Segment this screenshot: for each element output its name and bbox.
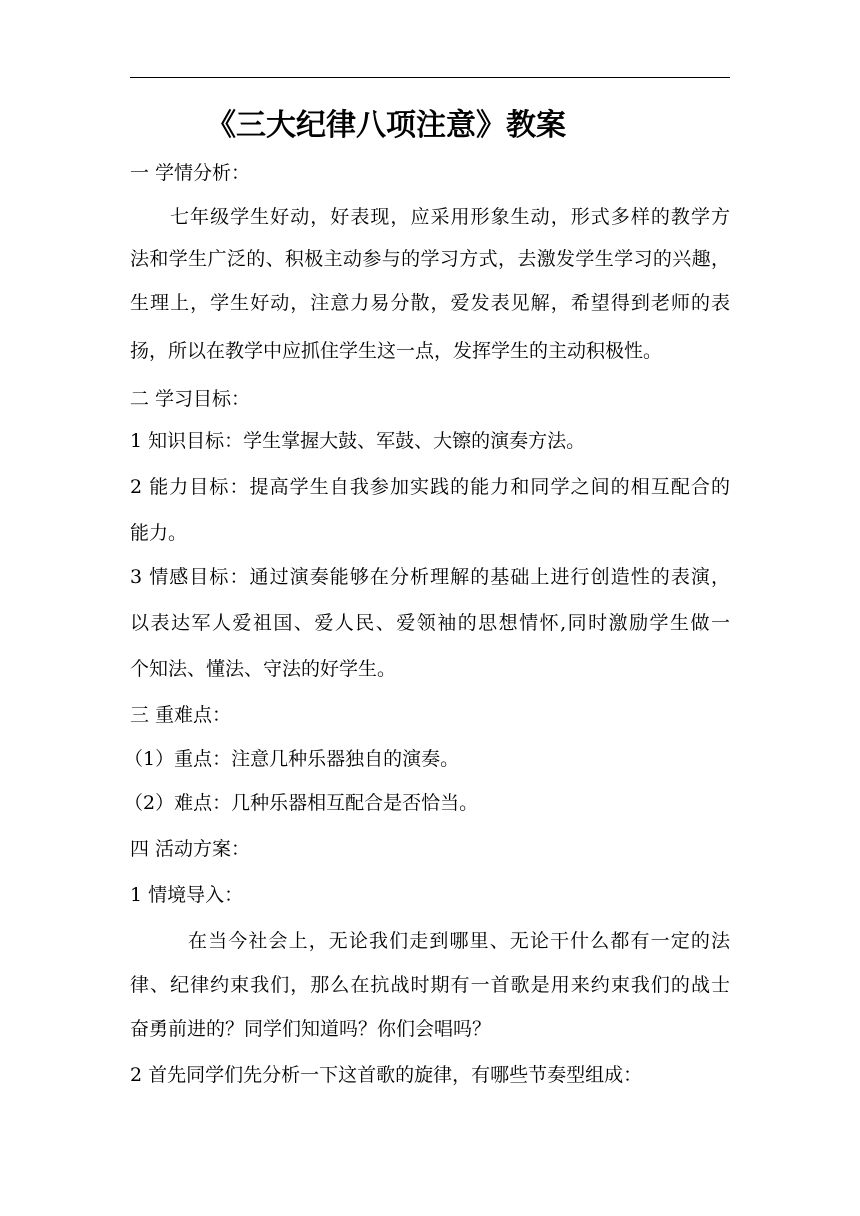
section-activity-plan (130, 834, 730, 864)
activity-item-intro (130, 880, 730, 910)
paragraph-line: 扬，所以在教学中应抓住学生这一点，发挥学生的主动积极性。 (130, 340, 663, 362)
section-learning-analysis (130, 158, 730, 188)
paragraph-line-block (130, 654, 730, 684)
list-item: （1）重点：注意几种乐器独自的演奏。 (124, 748, 460, 770)
list-item: 2 首先同学们先分析一下这首歌的旋律，有哪些节奏型组成： (130, 1064, 643, 1086)
key-point-item (124, 744, 724, 774)
paragraph-line: 七年级学生好动，好表现，应采用形象生动，形式多样的教学方 (170, 206, 730, 228)
list-item: （2）难点：几种乐器相互配合是否恰当。 (124, 792, 479, 814)
paragraph-line: 在当今社会上，无论我们走到哪里、无论干什么都有一定的法 (188, 930, 730, 952)
paragraph-line: 法和学生广泛的、积极主动参与的学习方式，去激发学生学习的兴趣， (130, 248, 730, 270)
goal-item-emotion (130, 562, 730, 592)
paragraph-line-block (130, 970, 730, 1000)
paragraph-line: 奋勇前进的？同学们知道吗？你们会唱吗？ (130, 1018, 492, 1040)
list-item: 1 知识目标：学生掌握大鼓、军鼓、大镲的演奏方法。 (130, 430, 586, 452)
paragraph-line: 生理上，学生好动，注意力易分散，爱发表见解，希望得到老师的表 (130, 292, 730, 314)
paragraph-line-block (130, 1014, 730, 1044)
paragraph-line-block (130, 608, 730, 638)
section-learning-goals (130, 384, 730, 414)
difficulty-item (124, 788, 724, 818)
paragraph-line: 律、纪律约束我们，那么在抗战时期有一首歌是用来约束我们的战士 (130, 974, 730, 996)
document-title: 《三大纪律八项注意》教案 (206, 108, 566, 143)
header-rule (130, 77, 730, 78)
paragraph-line-block (130, 244, 730, 274)
goal-item-knowledge (130, 426, 730, 456)
section-heading: 二 学习目标： (130, 388, 251, 410)
activity-item-analysis (130, 1060, 730, 1090)
paragraph-line-block (130, 336, 730, 366)
paragraph-line: 以表达军人爱祖国、爱人民、爱领袖的思想情怀,同时激励学生做一 (130, 612, 730, 634)
paragraph-scenario (130, 926, 730, 956)
paragraph-learning-analysis (130, 202, 730, 232)
goal-item-ability (130, 472, 730, 502)
section-heading: 四 活动方案： (130, 838, 251, 860)
paragraph-line-block (130, 518, 730, 548)
list-item: 3 情感目标：通过演奏能够在分析理解的基础上进行创造性的表演， (130, 566, 730, 588)
paragraph-line-block (130, 288, 730, 318)
section-key-points (130, 700, 730, 730)
section-heading: 三 重难点： (130, 704, 232, 726)
list-item: 1 情境导入： (130, 884, 244, 906)
section-heading: 一 学情分析： (130, 162, 251, 184)
paragraph-line: 个知法、懂法、守法的好学生。 (130, 658, 397, 680)
list-item: 2 能力目标：提高学生自我参加实践的能力和同学之间的相互配合的 (130, 476, 730, 498)
paragraph-line: 能力。 (130, 522, 188, 544)
